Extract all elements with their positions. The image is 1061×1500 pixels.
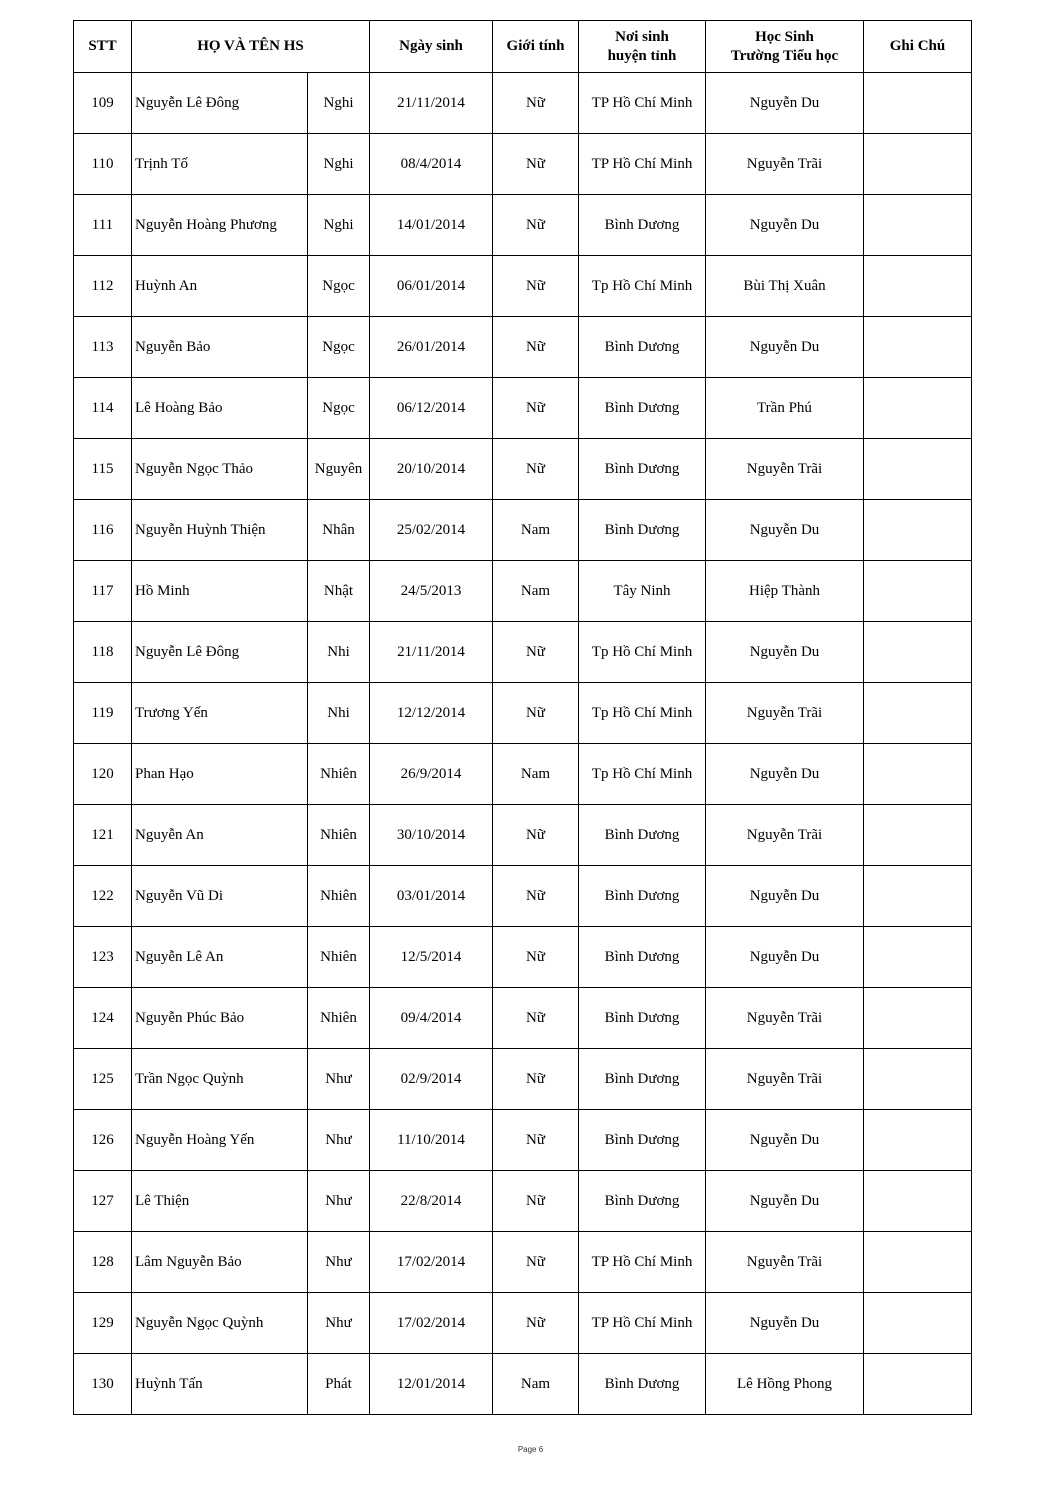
header-name: HỌ VÀ TÊN HS bbox=[132, 21, 370, 73]
cell-school: Nguyễn Du bbox=[706, 195, 864, 256]
cell-given-name: Nhiên bbox=[308, 927, 370, 988]
cell-stt: 128 bbox=[74, 1232, 132, 1293]
header-gender: Giới tính bbox=[493, 21, 579, 73]
cell-gender: Nam bbox=[493, 500, 579, 561]
cell-birthplace: Tp Hồ Chí Minh bbox=[579, 744, 706, 805]
cell-stt: 124 bbox=[74, 988, 132, 1049]
table-row bbox=[74, 317, 972, 378]
cell-stt: 119 bbox=[74, 683, 132, 744]
cell-note bbox=[864, 1110, 972, 1171]
cell-gender: Nữ bbox=[493, 317, 579, 378]
cell-birthplace: TP Hồ Chí Minh bbox=[579, 1232, 706, 1293]
cell-family-name: Nguyễn Lê An bbox=[132, 927, 308, 988]
cell-dob: 20/10/2014 bbox=[370, 439, 493, 500]
header-row bbox=[74, 21, 972, 73]
cell-note bbox=[864, 1049, 972, 1110]
cell-stt: 126 bbox=[74, 1110, 132, 1171]
cell-stt: 113 bbox=[74, 317, 132, 378]
cell-school: Nguyễn Du bbox=[706, 317, 864, 378]
table-row bbox=[74, 1110, 972, 1171]
cell-family-name: Nguyễn Hoàng Yến bbox=[132, 1110, 308, 1171]
cell-stt: 121 bbox=[74, 805, 132, 866]
cell-dob: 26/01/2014 bbox=[370, 317, 493, 378]
cell-given-name: Như bbox=[308, 1232, 370, 1293]
table-row bbox=[74, 1293, 972, 1354]
cell-school: Nguyễn Trãi bbox=[706, 683, 864, 744]
cell-given-name: Nghi bbox=[308, 73, 370, 134]
cell-school: Nguyễn Du bbox=[706, 1171, 864, 1232]
cell-family-name: Huỳnh Tấn bbox=[132, 1354, 308, 1415]
cell-given-name: Nhân bbox=[308, 500, 370, 561]
cell-note bbox=[864, 500, 972, 561]
table-row bbox=[74, 439, 972, 500]
cell-stt: 123 bbox=[74, 927, 132, 988]
cell-school: Nguyễn Trãi bbox=[706, 439, 864, 500]
cell-birthplace: Tp Hồ Chí Minh bbox=[579, 622, 706, 683]
cell-stt: 115 bbox=[74, 439, 132, 500]
cell-birthplace: Bình Dương bbox=[579, 195, 706, 256]
cell-note bbox=[864, 866, 972, 927]
cell-family-name: Phan Hạo bbox=[132, 744, 308, 805]
cell-note bbox=[864, 378, 972, 439]
cell-stt: 112 bbox=[74, 256, 132, 317]
cell-given-name: Ngọc bbox=[308, 256, 370, 317]
table-row bbox=[74, 622, 972, 683]
cell-given-name: Như bbox=[308, 1110, 370, 1171]
cell-dob: 17/02/2014 bbox=[370, 1293, 493, 1354]
cell-dob: 12/01/2014 bbox=[370, 1354, 493, 1415]
cell-birthplace: Bình Dương bbox=[579, 1049, 706, 1110]
cell-note bbox=[864, 744, 972, 805]
cell-dob: 21/11/2014 bbox=[370, 73, 493, 134]
cell-birthplace: Tp Hồ Chí Minh bbox=[579, 256, 706, 317]
cell-given-name: Nhiên bbox=[308, 866, 370, 927]
cell-school: Nguyễn Du bbox=[706, 744, 864, 805]
table-row bbox=[74, 73, 972, 134]
cell-family-name: Nguyễn Ngọc Thảo bbox=[132, 439, 308, 500]
table-row bbox=[74, 988, 972, 1049]
header-birthplace bbox=[579, 21, 706, 73]
cell-gender: Nam bbox=[493, 744, 579, 805]
cell-note bbox=[864, 988, 972, 1049]
cell-given-name: Nhiên bbox=[308, 988, 370, 1049]
cell-birthplace: Tây Ninh bbox=[579, 561, 706, 622]
cell-stt: 120 bbox=[74, 744, 132, 805]
cell-family-name: Lâm Nguyễn Bảo bbox=[132, 1232, 308, 1293]
cell-family-name: Lê Thiện bbox=[132, 1171, 308, 1232]
cell-given-name: Ngọc bbox=[308, 378, 370, 439]
student-table bbox=[73, 20, 972, 1415]
cell-dob: 30/10/2014 bbox=[370, 805, 493, 866]
header-school-line2: Trường Tiểu học bbox=[730, 47, 839, 64]
cell-note bbox=[864, 622, 972, 683]
header-stt: STT bbox=[74, 21, 132, 73]
cell-given-name: Ngọc bbox=[308, 317, 370, 378]
cell-given-name: Nhiên bbox=[308, 805, 370, 866]
cell-birthplace: Bình Dương bbox=[579, 317, 706, 378]
cell-stt: 127 bbox=[74, 1171, 132, 1232]
cell-school: Nguyễn Du bbox=[706, 500, 864, 561]
cell-birthplace: Tp Hồ Chí Minh bbox=[579, 683, 706, 744]
cell-dob: 09/4/2014 bbox=[370, 988, 493, 1049]
cell-note bbox=[864, 317, 972, 378]
cell-school: Nguyễn Trãi bbox=[706, 1232, 864, 1293]
cell-family-name: Nguyễn Vũ Di bbox=[132, 866, 308, 927]
cell-dob: 17/02/2014 bbox=[370, 1232, 493, 1293]
cell-school: Nguyễn Du bbox=[706, 866, 864, 927]
cell-stt: 125 bbox=[74, 1049, 132, 1110]
cell-stt: 118 bbox=[74, 622, 132, 683]
cell-gender: Nữ bbox=[493, 988, 579, 1049]
cell-dob: 14/01/2014 bbox=[370, 195, 493, 256]
cell-gender: Nữ bbox=[493, 195, 579, 256]
cell-family-name: Nguyễn Ngọc Quỳnh bbox=[132, 1293, 308, 1354]
cell-family-name: Hồ Minh bbox=[132, 561, 308, 622]
cell-birthplace: Bình Dương bbox=[579, 866, 706, 927]
cell-school: Nguyễn Du bbox=[706, 927, 864, 988]
cell-given-name: Nghi bbox=[308, 195, 370, 256]
cell-school: Nguyễn Trãi bbox=[706, 134, 864, 195]
cell-dob: 06/12/2014 bbox=[370, 378, 493, 439]
cell-birthplace: TP Hồ Chí Minh bbox=[579, 134, 706, 195]
cell-family-name: Nguyễn Phúc Bảo bbox=[132, 988, 308, 1049]
table-row bbox=[74, 1049, 972, 1110]
cell-gender: Nữ bbox=[493, 866, 579, 927]
cell-given-name: Như bbox=[308, 1049, 370, 1110]
cell-stt: 122 bbox=[74, 866, 132, 927]
cell-note bbox=[864, 1293, 972, 1354]
cell-note bbox=[864, 73, 972, 134]
cell-family-name: Trịnh Tố bbox=[132, 134, 308, 195]
cell-dob: 24/5/2013 bbox=[370, 561, 493, 622]
cell-dob: 08/4/2014 bbox=[370, 134, 493, 195]
cell-given-name: Nghi bbox=[308, 134, 370, 195]
cell-gender: Nữ bbox=[493, 1293, 579, 1354]
cell-gender: Nữ bbox=[493, 1110, 579, 1171]
cell-family-name: Trần Ngọc Quỳnh bbox=[132, 1049, 308, 1110]
cell-given-name: Như bbox=[308, 1171, 370, 1232]
cell-school: Bùi Thị Xuân bbox=[706, 256, 864, 317]
cell-birthplace: TP Hồ Chí Minh bbox=[579, 73, 706, 134]
cell-stt: 129 bbox=[74, 1293, 132, 1354]
cell-given-name: Nhật bbox=[308, 561, 370, 622]
table-row bbox=[74, 195, 972, 256]
cell-family-name: Nguyễn An bbox=[132, 805, 308, 866]
cell-note bbox=[864, 1354, 972, 1415]
cell-birthplace: Bình Dương bbox=[579, 927, 706, 988]
cell-gender: Nữ bbox=[493, 439, 579, 500]
cell-given-name: Nhi bbox=[308, 622, 370, 683]
cell-given-name: Nguyên bbox=[308, 439, 370, 500]
cell-stt: 111 bbox=[74, 195, 132, 256]
cell-stt: 110 bbox=[74, 134, 132, 195]
cell-note bbox=[864, 439, 972, 500]
cell-family-name: Lê Hoàng Bảo bbox=[132, 378, 308, 439]
cell-birthplace: Bình Dương bbox=[579, 805, 706, 866]
cell-family-name: Nguyễn Lê Đông bbox=[132, 622, 308, 683]
cell-gender: Nữ bbox=[493, 73, 579, 134]
table-row bbox=[74, 866, 972, 927]
table-row bbox=[74, 1171, 972, 1232]
cell-birthplace: Bình Dương bbox=[579, 988, 706, 1049]
cell-dob: 26/9/2014 bbox=[370, 744, 493, 805]
header-note: Ghi Chú bbox=[864, 21, 972, 73]
cell-birthplace: Bình Dương bbox=[579, 439, 706, 500]
cell-school: Nguyễn Du bbox=[706, 1293, 864, 1354]
cell-family-name: Nguyễn Huỳnh Thiện bbox=[132, 500, 308, 561]
table-row bbox=[74, 134, 972, 195]
cell-gender: Nữ bbox=[493, 134, 579, 195]
table-row bbox=[74, 683, 972, 744]
cell-school: Hiệp Thành bbox=[706, 561, 864, 622]
cell-given-name: Nhi bbox=[308, 683, 370, 744]
header-birthplace-line1: Nơi sinh bbox=[615, 28, 669, 45]
cell-dob: 12/5/2014 bbox=[370, 927, 493, 988]
cell-note bbox=[864, 1232, 972, 1293]
table-row bbox=[74, 500, 972, 561]
cell-gender: Nữ bbox=[493, 805, 579, 866]
cell-school: Nguyễn Trãi bbox=[706, 805, 864, 866]
cell-family-name: Nguyễn Bảo bbox=[132, 317, 308, 378]
cell-stt: 114 bbox=[74, 378, 132, 439]
cell-dob: 21/11/2014 bbox=[370, 622, 493, 683]
table-body bbox=[74, 73, 972, 1415]
header-school bbox=[706, 21, 864, 73]
cell-school: Lê Hồng Phong bbox=[706, 1354, 864, 1415]
table-row bbox=[74, 1354, 972, 1415]
cell-stt: 130 bbox=[74, 1354, 132, 1415]
cell-note bbox=[864, 195, 972, 256]
header-school-line1: Học Sinh bbox=[755, 28, 814, 45]
table-row bbox=[74, 805, 972, 866]
cell-dob: 25/02/2014 bbox=[370, 500, 493, 561]
cell-note bbox=[864, 134, 972, 195]
table-row bbox=[74, 256, 972, 317]
cell-note bbox=[864, 256, 972, 317]
cell-dob: 06/01/2014 bbox=[370, 256, 493, 317]
table-row bbox=[74, 744, 972, 805]
cell-school: Nguyễn Trãi bbox=[706, 1049, 864, 1110]
cell-birthplace: Bình Dương bbox=[579, 378, 706, 439]
cell-school: Nguyễn Trãi bbox=[706, 988, 864, 1049]
page-number: Page 6 bbox=[517, 1445, 544, 1454]
cell-school: Trần Phú bbox=[706, 378, 864, 439]
header-birthplace-line2: huyện tỉnh bbox=[607, 47, 677, 64]
cell-dob: 11/10/2014 bbox=[370, 1110, 493, 1171]
cell-gender: Nữ bbox=[493, 683, 579, 744]
table-row bbox=[74, 378, 972, 439]
cell-school: Nguyễn Du bbox=[706, 1110, 864, 1171]
cell-note bbox=[864, 1171, 972, 1232]
cell-gender: Nữ bbox=[493, 1232, 579, 1293]
cell-dob: 22/8/2014 bbox=[370, 1171, 493, 1232]
cell-gender: Nữ bbox=[493, 378, 579, 439]
cell-family-name: Nguyễn Hoàng Phương bbox=[132, 195, 308, 256]
cell-stt: 116 bbox=[74, 500, 132, 561]
cell-birthplace: Bình Dương bbox=[579, 1354, 706, 1415]
cell-given-name: Như bbox=[308, 1293, 370, 1354]
cell-dob: 02/9/2014 bbox=[370, 1049, 493, 1110]
student-list-sheet bbox=[73, 20, 971, 1415]
cell-family-name: Trương Yến bbox=[132, 683, 308, 744]
cell-family-name: Huỳnh An bbox=[132, 256, 308, 317]
cell-dob: 03/01/2014 bbox=[370, 866, 493, 927]
cell-birthplace: Bình Dương bbox=[579, 500, 706, 561]
cell-stt: 109 bbox=[74, 73, 132, 134]
cell-birthplace: Bình Dương bbox=[579, 1110, 706, 1171]
cell-given-name: Phát bbox=[308, 1354, 370, 1415]
cell-gender: Nữ bbox=[493, 622, 579, 683]
cell-gender: Nữ bbox=[493, 1171, 579, 1232]
table-row bbox=[74, 561, 972, 622]
cell-gender: Nữ bbox=[493, 1049, 579, 1110]
cell-school: Nguyễn Du bbox=[706, 73, 864, 134]
cell-school: Nguyễn Du bbox=[706, 622, 864, 683]
cell-gender: Nữ bbox=[493, 256, 579, 317]
cell-birthplace: Bình Dương bbox=[579, 1171, 706, 1232]
cell-gender: Nam bbox=[493, 1354, 579, 1415]
cell-family-name: Nguyễn Lê Đông bbox=[132, 73, 308, 134]
cell-note bbox=[864, 683, 972, 744]
cell-stt: 117 bbox=[74, 561, 132, 622]
table-row bbox=[74, 1232, 972, 1293]
cell-given-name: Nhiên bbox=[308, 744, 370, 805]
cell-birthplace: TP Hồ Chí Minh bbox=[579, 1293, 706, 1354]
cell-gender: Nam bbox=[493, 561, 579, 622]
cell-gender: Nữ bbox=[493, 927, 579, 988]
cell-note bbox=[864, 927, 972, 988]
cell-note bbox=[864, 805, 972, 866]
cell-dob: 12/12/2014 bbox=[370, 683, 493, 744]
header-dob: Ngày sinh bbox=[370, 21, 493, 73]
table-row bbox=[74, 927, 972, 988]
cell-note bbox=[864, 561, 972, 622]
